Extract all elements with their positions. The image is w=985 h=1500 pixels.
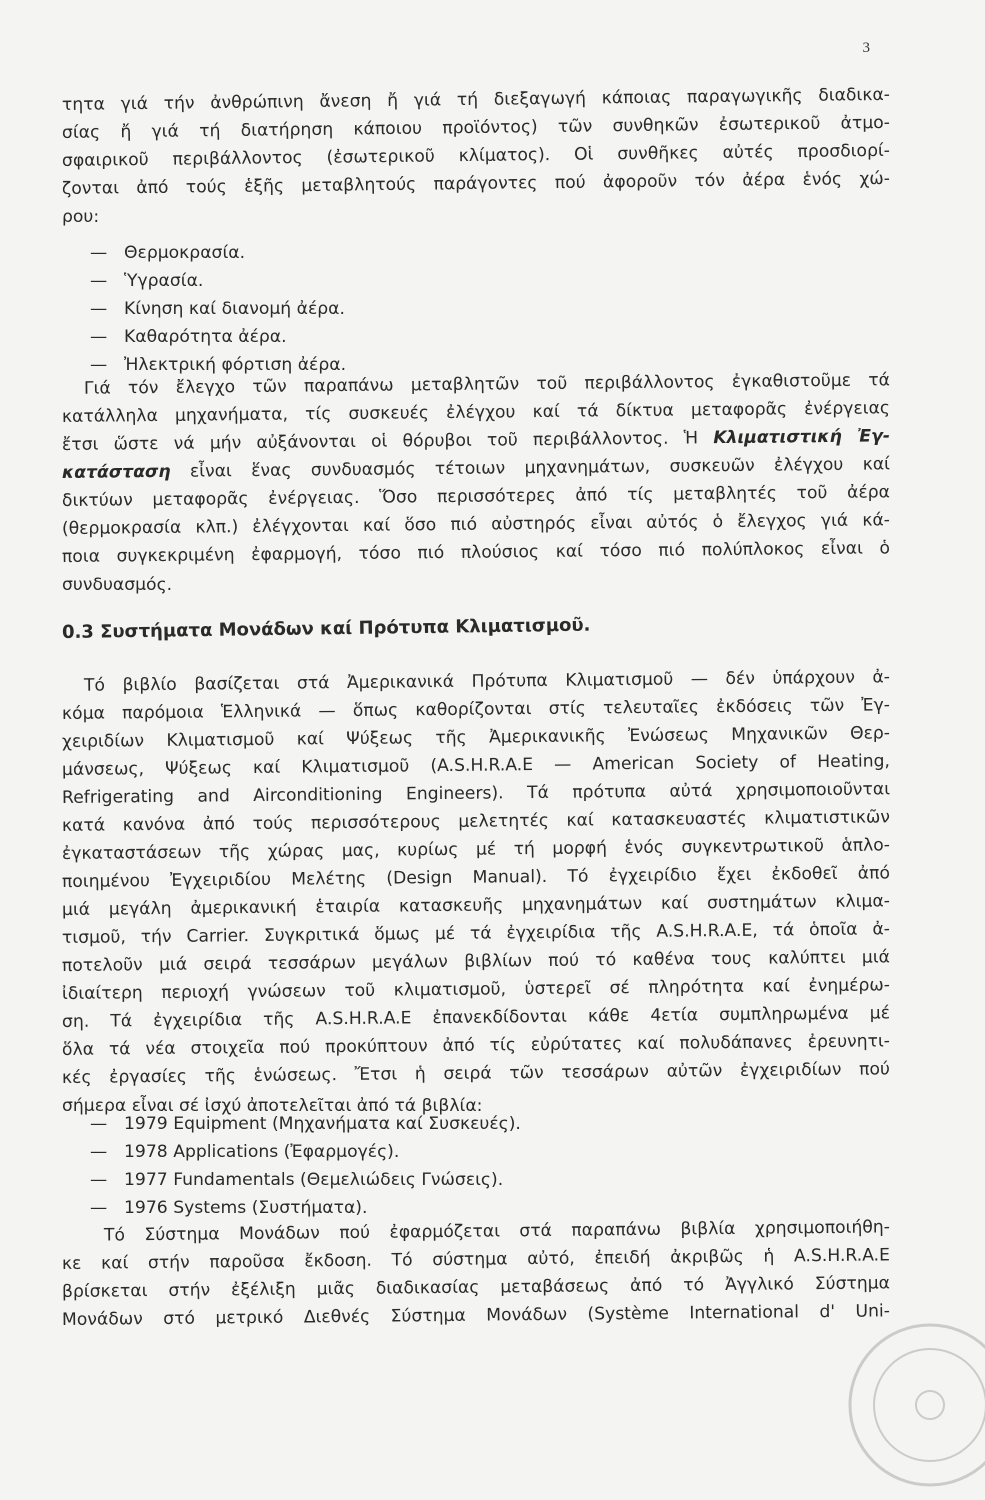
section-heading-wrapper — [61, 614, 890, 643]
text-line: ποιημένου Ἐγχειριδίου Μελέτης (Design Manual). Τό ἐγχειρίδιο ἔχει ἐκδοθεῖ ἀπό — [61, 863, 891, 892]
page-number: 3 — [862, 40, 870, 56]
dash-bullet: — — [90, 299, 108, 319]
text-line: κόμα παρόμοια Ἑλληνικά — ὅπως καθορίζονται στίς τελευταῖες ἐκδόσεις τῶν Ἐγ- — [61, 695, 891, 724]
text-line: Τό βιβλίο βασίζεται στά Ἀμερικανικά Πρότυπα Κλιματισμοῦ — δέν ὑπάρχουν ἀ- — [83, 667, 891, 696]
list-item-text: Καθαρότητα ἀέρα. — [124, 327, 287, 347]
text-line: σίας ἤ γιά τή διατήρηση κάποιου προϊόντος) τῶν συνθηκῶν ἐσωτερικοῦ ἀτμο- — [61, 112, 891, 143]
text-line: ὅλα τά νέα στοιχεῖα πού προκύπτουν ἀπό τίς εὐρύτατες καί πολυδάπανες ἐρευνητι- — [61, 1031, 891, 1060]
list-item-text: Κίνηση καί διανομή ἀέρα. — [124, 299, 345, 319]
paragraph-american-standards — [61, 667, 891, 1120]
text-line: σφαιρικοῦ περιβάλλοντος (ἐσωτερικοῦ κλίματος). Οἱ συνθῆκες αὐτές προσδιορί- — [61, 140, 891, 171]
emphasized-term: Κλιματιστική Ἐγ- — [713, 426, 891, 449]
text-line: δικτύων μεταφορᾶς ἐνέργειας. Ὅσο περισσότερες ἀπό τίς μεταβλητές τοῦ ἀέρα — [61, 482, 891, 511]
dash-bullet: — — [90, 1198, 108, 1218]
list-item — [62, 323, 890, 351]
list-item-text: 1979 Equipment (Μηχανήματα καί Συσκευές). — [124, 1114, 521, 1134]
dash-bullet: — — [90, 1114, 108, 1134]
list-item — [62, 239, 890, 267]
text-line: ποια συγκεκριμένη ἐφαρμογή, τόσο πιό πλούσιος καί τόσο πιό πολύπλοκος εἶναι ὁ — [61, 538, 891, 567]
text-run: εἶναι ἕνας συνδυασμός τέτοιων μηχανημάτων, συσκευῶν ἐλέγχου καί — [170, 454, 891, 482]
dash-bullet: — — [90, 1142, 108, 1162]
text-line: κατάλληλα μηχανήματα, τίς συσκευές ἐλέγχου καί τά δίκτυα μεταφορᾶς ἐνέργειας — [61, 398, 891, 427]
text-line: συνδυασμός. — [62, 575, 173, 595]
section-heading: 0.3 Συστήματα Μονάδων καί Πρότυπα Κλιματισμοῦ. — [61, 614, 591, 643]
list-item-text: 1977 Fundamentals (Θεμελιώδεις Γνώσεις). — [124, 1170, 504, 1190]
text-line: ρου: — [62, 207, 100, 227]
text-line: ἰδιαίτερη περιοχή γνώσεων τοῦ κλιματισμοῦ, ὑστερεῖ σέ πληρότητα καί ἐνημέρω- — [61, 975, 891, 1004]
list-item-text: Θερμοκρασία. — [124, 243, 246, 263]
list-item — [62, 1166, 890, 1194]
text-line: κές ἐργασίες τῆς ἑνώσεως. Ἔτσι ἡ σειρά τῶν τεσσάρων αὐτῶν ἐγχειριδίων πού — [61, 1059, 891, 1088]
dash-bullet: — — [90, 1170, 108, 1190]
text-line: μιά μεγάλη ἀμερικανική ἑταιρία κατασκευῆς μηχανημάτων καί συστημάτων κλιμα- — [61, 891, 891, 920]
dash-bullet: — — [90, 355, 108, 375]
text-line: Μονάδων στό μετρικό Διεθνές Σύστημα Μονάδων (Système International d' Uni- — [61, 1301, 891, 1330]
emphasized-term: κατάσταση — [61, 461, 171, 483]
dash-bullet: — — [90, 271, 108, 291]
list-item — [62, 267, 890, 295]
paragraph-unit-system — [61, 1217, 891, 1334]
list-item-text: Ὑγρασία. — [124, 271, 204, 291]
text-line: Τό Σύστημα Μονάδων πού ἐφαρμόζεται στά παραπάνω βιβλία χρησιμοποιήθη- — [103, 1217, 891, 1246]
paragraph-air-conditioning-installation — [61, 370, 891, 599]
list-item — [62, 1138, 890, 1166]
dash-bullet: — — [90, 243, 108, 263]
text-line: Γιά τόν ἔλεγχο τῶν παραπάνω μεταβλητῶν τοῦ περιβάλλοντος ἐγκαθιστοῦμε τά — [83, 370, 891, 399]
paragraph-environment-conditions — [61, 84, 891, 231]
text-line: (θερμοκρασία κλπ.) ἐλέγχονται καί ὅσο πιό αὐστηρός εἶναι αὐτός ὁ ἔλεγχος γιά κά- — [61, 510, 891, 539]
text-line: κατά κανόνα ἀπό τούς περισσότερους μελετητές καί κατασκευαστές κλιματιστικῶν — [61, 807, 891, 836]
text-run: ἔτσι ὥστε νά μήν αὐξάνονται οἱ θόρυβοι τοῦ περιβάλλοντος. Ἡ — [61, 428, 714, 455]
book-list — [62, 1110, 890, 1222]
text-line: ση. Τά ἐγχειρίδια τῆς A.S.H.R.A.E ἐπανεκδίδονται κάθε 4ετία συμπληρωμένα μέ — [61, 1003, 891, 1032]
list-item-text: 1976 Systems (Συστήματα). — [124, 1198, 368, 1218]
list-item — [62, 295, 890, 323]
text-line: χειριδίων Κλιματισμοῦ καί Ψύξεως τῆς Ἀμερικανικῆς Ἐνώσεως Μηχανικῶν Θερ- — [61, 723, 891, 752]
text-line: τισμοῦ, τήν Carrier. Συγκριτικά ὅμως μέ τά ἐγχειρίδια τῆς A.S.H.R.A.E, τά ὁποῖα ἀ- — [61, 919, 891, 948]
text-line: ποτελοῦν μιά σειρά τεσσάρων μεγάλων βιβλίων πού τό καθένα τους καλύπτει μιά — [61, 947, 891, 976]
text-line: σήμερα εἶναι σέ ἰσχύ ἀποτελεῖται ἀπό τά βιβλία: — [62, 1096, 483, 1116]
factor-list — [62, 239, 890, 379]
dash-bullet: — — [90, 327, 108, 347]
text-line: ζονται ἀπό τούς ἑξῆς μεταβλητούς παράγοντες πού ἀφοροῦν τόν ἀέρα ἑνός χώ- — [61, 168, 891, 199]
text-line: Refrigerating and Airconditioning Engineers). Τά πρότυπα αὐτά χρησιμοποιοῦνται — [61, 779, 891, 808]
list-item — [62, 1110, 890, 1138]
list-item-text: 1978 Applications (Ἐφαρμογές). — [124, 1142, 400, 1162]
text-line: κε καί στήν παροῦσα ἔκδοση. Τό σύστημα αὐτό, ἐπειδή ἀκριβῶς ἡ A.S.H.R.A.E — [61, 1245, 891, 1274]
text-line: βρίσκεται στήν ἐξέλιξη μιᾶς διαδικασίας μεταβάσεως ἀπό τό Ἀγγλικό Σύστημα — [61, 1273, 891, 1302]
text-line: ἐγκαταστάσεων τῆς χώρας μας, κυρίως μέ τή μορφή ἑνός συγκεντρωτικοῦ ἁπλο- — [61, 835, 891, 864]
library-stamp-icon — [845, 1320, 985, 1490]
text-line: τητα γιά τήν ἀνθρώπινη ἄνεση ἤ γιά τή διεξαγωγή κάποιας παραγωγικῆς διαδικα- — [61, 84, 891, 115]
text-line: μάνσεως, Ψύξεως καί Κλιματισμοῦ (A.S.H.R.A.E — American Society of Heating, — [61, 751, 891, 780]
list-item-text: Ἠλεκτρική φόρτιση ἀέρα. — [124, 355, 347, 375]
